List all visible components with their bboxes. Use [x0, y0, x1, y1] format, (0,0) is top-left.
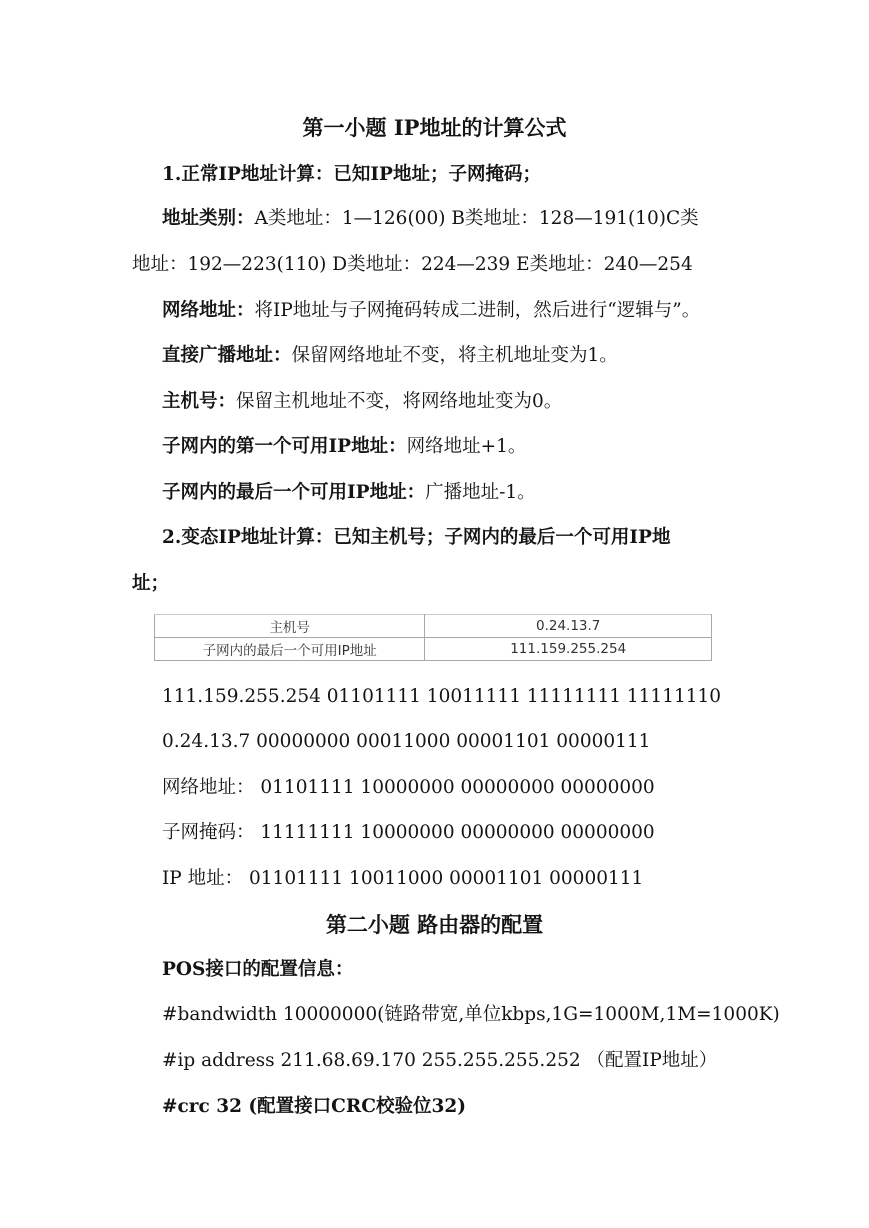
table-cell-value: 0.24.13.7: [425, 615, 712, 638]
last-usable-ip-line: [162, 480, 536, 506]
cmd-bandwidth: #bandwidth 10000000(链路带宽,单位kbps,1G=1000M,1M=1000K): [162, 1004, 780, 1025]
network-address-line: [162, 298, 700, 324]
table-row: [155, 615, 712, 638]
address-class-text-1: A类地址：1—126(00) B类地址：128—191(10)C类: [254, 208, 699, 229]
last-usable-ip-text: 广播地址-1。: [425, 482, 536, 503]
host-number-label: 主机号：: [162, 391, 237, 412]
ip-info-table: [154, 614, 712, 661]
address-class-label: 地址类别：: [162, 208, 255, 229]
address-class-line-2: 地址：192—223(110) D类地址：224—239 E类地址：240—254: [132, 254, 693, 275]
p2-heading-line-1: 2.变态IP地址计算：已知主机号；子网内的最后一个可用IP地: [162, 527, 671, 548]
section2-title: 第二小题 路由器的配置: [325, 912, 544, 937]
calc-line-2: 0.24.13.7 00000000 00011000 00001101 00000111: [162, 731, 651, 752]
broadcast-address-line: [162, 343, 618, 369]
table-cell-label: 主机号: [155, 615, 425, 638]
address-class-line-1: [162, 206, 699, 232]
network-address-label: 网络地址：: [162, 300, 255, 321]
section1-title: 第一小题 IP地址的计算公式: [302, 115, 567, 140]
broadcast-address-label: 直接广播地址：: [162, 345, 292, 366]
network-address-text: 将IP地址与子网掩码转成二进制，然后进行“逻辑与”。: [254, 300, 701, 321]
calc-line-1: 111.159.255.254 01101111 10011111 11111111 11111110: [162, 686, 722, 707]
last-usable-ip-label: 子网内的最后一个可用IP地址：: [162, 482, 426, 503]
first-usable-ip-label: 子网内的第一个可用IP地址：: [162, 436, 407, 457]
table-row: [155, 638, 712, 661]
table-cell-value: 111.159.255.254: [425, 638, 712, 661]
pos-heading: POS接口的配置信息：: [162, 959, 354, 980]
table-cell-label: 子网内的最后一个可用IP地址: [155, 638, 425, 661]
calc-line-3: 网络地址： 01101111 10000000 00000000 00000000: [162, 777, 655, 798]
calc-line-4: 子网掩码： 11111111 10000000 00000000 00000000: [162, 822, 655, 843]
calc-line-5: IP 地址： 01101111 10011000 00001101 00000111: [162, 868, 644, 889]
broadcast-address-text: 保留网络地址不变，将主机地址变为1。: [291, 345, 618, 366]
first-usable-ip-line: [162, 434, 526, 460]
cmd-ip-address: #ip address 211.68.69.170 255.255.255.252 （配置IP地址）: [162, 1050, 718, 1071]
cmd-crc: #crc 32 (配置接口CRC校验位32): [162, 1096, 466, 1117]
p1-heading: 1.正常IP地址计算：已知IP地址；子网掩码；: [162, 164, 541, 185]
host-number-line: [162, 389, 562, 415]
host-number-text: 保留主机地址不变，将网络地址变为0。: [236, 391, 563, 412]
p2-heading-line-2: 址；: [132, 573, 170, 594]
first-usable-ip-text: 网络地址+1。: [406, 436, 527, 457]
